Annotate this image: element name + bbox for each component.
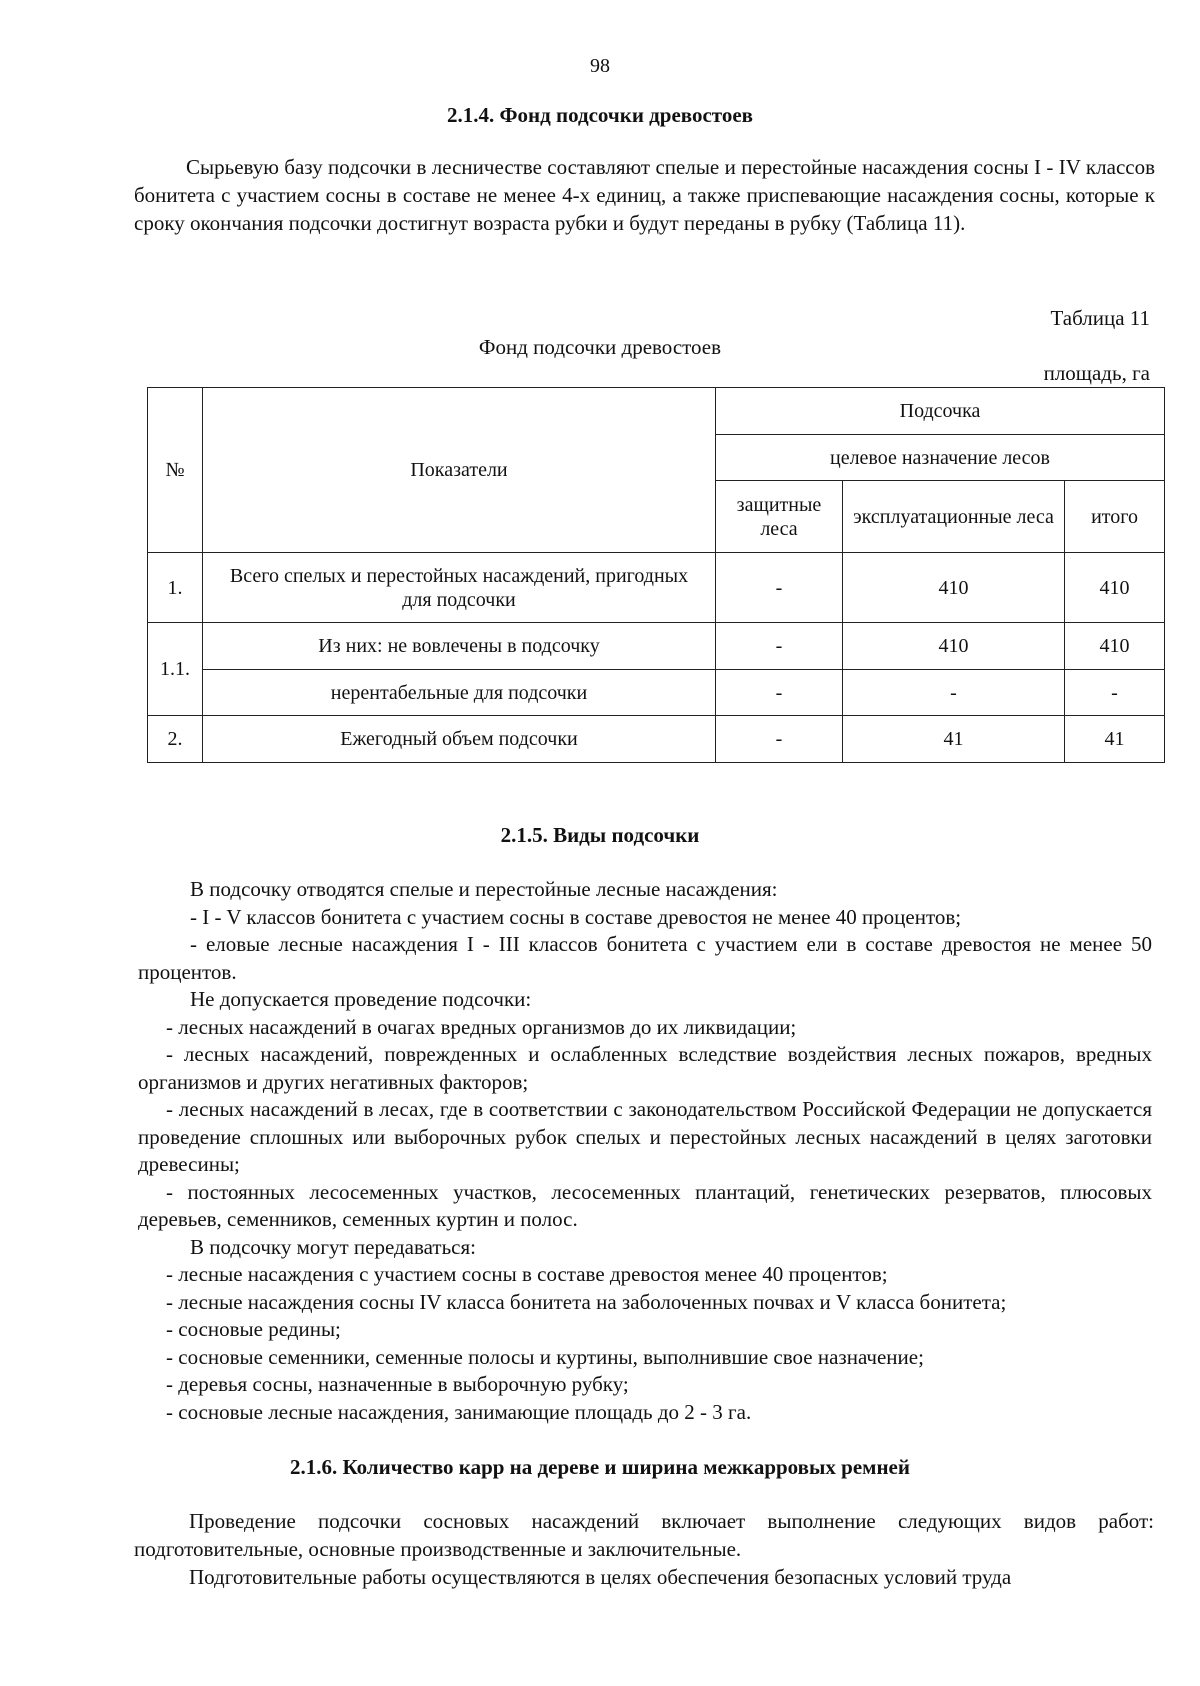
header-indicators: Показатели	[203, 388, 716, 553]
row-total: 410	[1065, 553, 1165, 623]
row-exploitation: -	[843, 670, 1065, 716]
table-row	[148, 716, 1165, 763]
row-total: 41	[1065, 716, 1165, 763]
section-heading-types: 2.1.5. Виды подсочки	[500, 823, 700, 847]
list-item: - лесных насаждений в лесах, где в соответствии с законодательством Российской Федерации не допускается проведение сплошных или выборочных рубок спелых и перестойных лесных насаждений в целях заготовки древесины;	[138, 1097, 1152, 1176]
list-item: - постоянных лесосеменных участков, лесосеменных плантаций, генетических резерватов, плюсовых деревьев, семенников, семенных куртин и полос.	[138, 1179, 1152, 1231]
fund-table	[147, 387, 1165, 763]
row-protective: -	[716, 670, 843, 716]
table-row	[148, 670, 1165, 716]
list-item: - лесные насаждения с участием сосны в составе древостоя менее 40 процентов;	[166, 1262, 888, 1286]
list-item: - деревья сосны, назначенные в выборочную рубку;	[166, 1372, 629, 1396]
table-row	[148, 623, 1165, 670]
paragraph: Подготовительные работы осуществляются в целях обеспечения безопасных условий труда	[189, 1565, 1012, 1589]
list-item: - лесных насаждений, поврежденных и ослабленных вследствие воздействия лесных пожаров, вредных организмов и других негативных факторов;	[138, 1042, 1152, 1094]
types-list	[138, 876, 1152, 1426]
row-protective: -	[716, 716, 843, 763]
row-no: 1.	[148, 553, 203, 623]
row-protective: -	[716, 553, 843, 623]
table-row	[148, 553, 1165, 623]
row-label: Из них: не вовлечены в подсочку	[203, 623, 716, 670]
list-item: - лесных насаждений в очагах вредных организмов до их ликвидации;	[166, 1014, 797, 1039]
row-exploitation: 41	[843, 716, 1065, 763]
row-protective: -	[716, 623, 843, 670]
header-exploitation: эксплуатационные леса	[843, 481, 1065, 553]
intro-paragraph: Сырьевую базу подсочки в лесничестве составляют спелые и перестойные насаждения сосны I - IV классов бонитета с участием сосны в составе не менее 4-х единиц, а также приспевающие насаждения сосны, которые к сроку окончания подсочки достигнут возраста рубки и будут переданы в рубку (Таблица 11).	[134, 155, 1155, 235]
list-item: - I - V классов бонитета с участием сосны в составе древостоя не менее 40 процентов;	[190, 904, 962, 929]
list-item: - сосновые редины;	[166, 1317, 341, 1341]
row-total: 410	[1065, 623, 1165, 670]
header-protective: защитные леса	[716, 481, 843, 553]
row-exploitation: 410	[843, 623, 1065, 670]
cuts-paragraphs	[134, 1507, 1154, 1591]
page-number: 98	[590, 55, 610, 77]
table-unit: площадь, га	[1043, 361, 1150, 385]
table-caption: Фонд подсочки древостоев	[478, 335, 722, 359]
row-exploitation: 410	[843, 553, 1065, 623]
list-item: В подсочку могут передаваться:	[190, 1234, 476, 1259]
header-group: Подсочка	[716, 388, 1165, 435]
header-total: итого	[1065, 481, 1165, 553]
list-item: Не допускается проведение подсочки:	[190, 987, 532, 1011]
row-total: -	[1065, 670, 1165, 716]
paragraph: Проведение подсочки сосновых насаждений включает выполнение следующих видов работ: подготовительные, основные производственные и заключительные.	[134, 1509, 1154, 1561]
row-label: нерентабельные для подсочки	[203, 670, 716, 716]
header-no: №	[148, 388, 203, 553]
section-heading-cuts: 2.1.6. Количество карр на дереве и ширина межкарровых ремней	[290, 1455, 910, 1479]
list-item: - лесные насаждения сосны IV класса бонитета на заболоченных почвах и V класса бонитета;	[166, 1289, 1007, 1314]
list-item: - сосновые лесные насаждения, занимающие площадь до 2 - 3 га.	[166, 1399, 752, 1424]
table-number: Таблица 11	[1050, 306, 1150, 330]
section-heading-fund: 2.1.4. Фонд подсочки древостоев	[446, 103, 754, 127]
list-item: - еловые лесные насаждения I - III классов бонитета с участием ели в составе древостоя не менее 50 процентов.	[138, 932, 1152, 984]
row-no: 1.1.	[148, 623, 203, 716]
row-label: Всего спелых и перестойных насаждений, пригодных для подсочки	[203, 553, 716, 623]
header-subgroup: целевое назначение лесов	[716, 435, 1165, 481]
row-label: Ежегодный объем подсочки	[203, 716, 716, 763]
row-no: 2.	[148, 716, 203, 763]
list-item: - сосновые семенники, семенные полосы и куртины, выполнившие свое назначение;	[166, 1344, 924, 1369]
list-item: В подсочку отводятся спелые и перестойные лесные насаждения:	[190, 877, 778, 901]
